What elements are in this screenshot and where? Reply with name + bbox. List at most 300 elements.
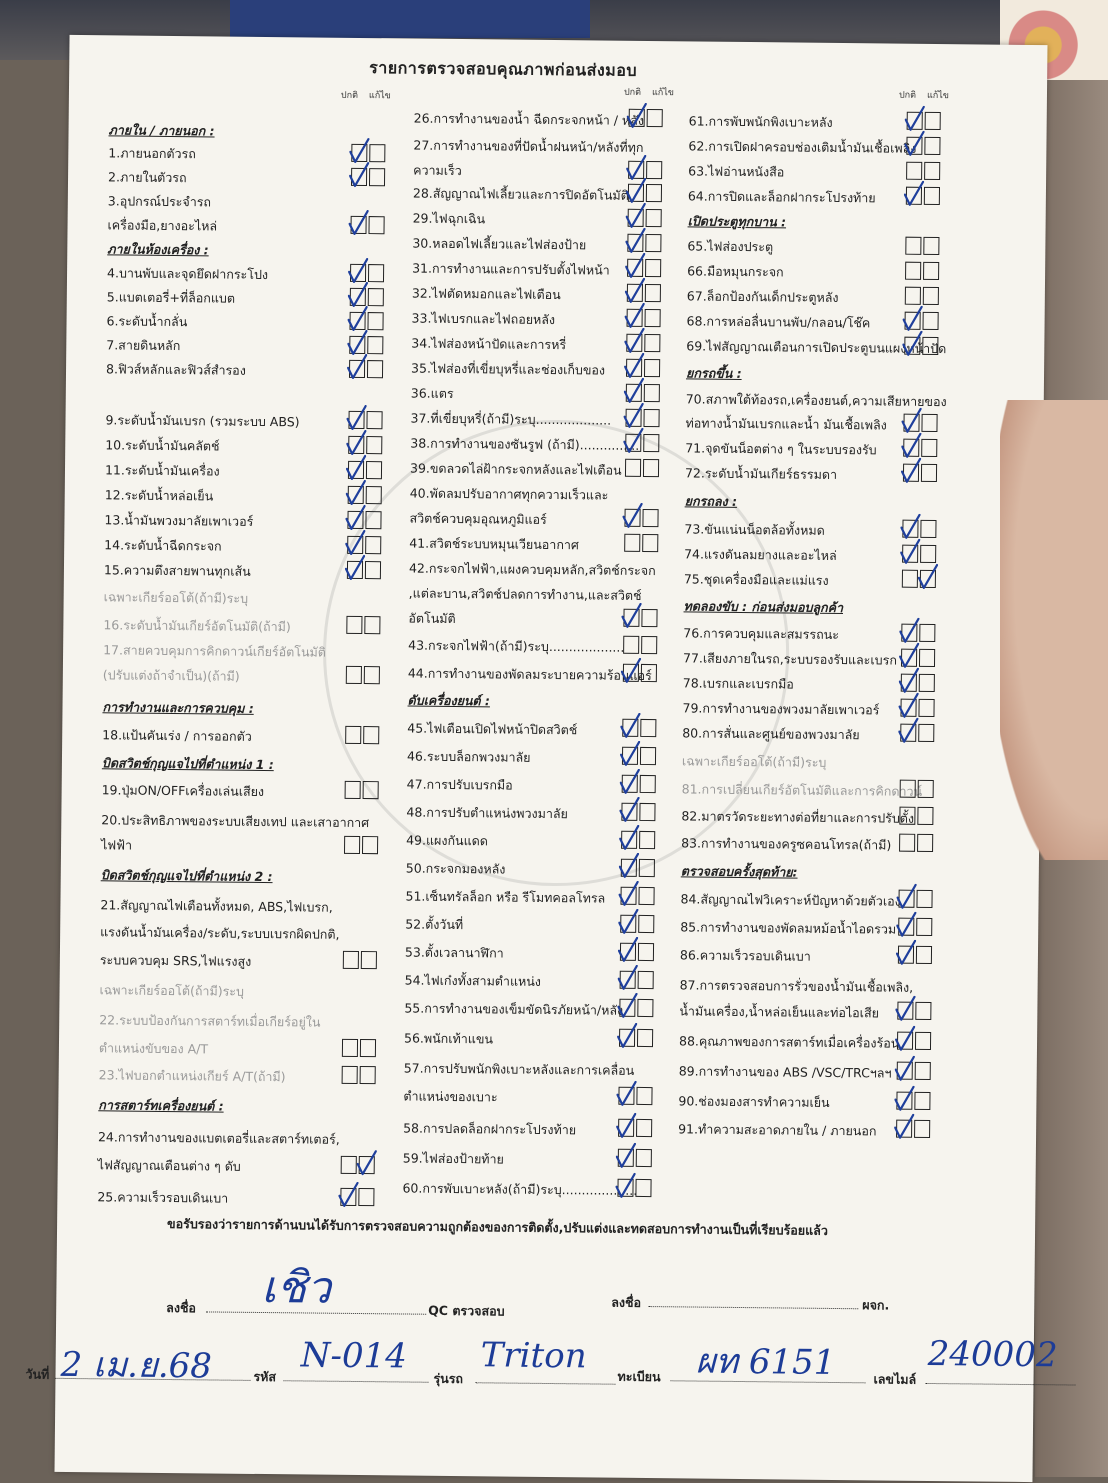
model-value: Triton <box>480 1335 587 1377</box>
checkbox-fix[interactable] <box>636 1149 652 1167</box>
checkbox-fix[interactable] <box>917 807 933 825</box>
checkbox-fix[interactable] <box>919 624 935 642</box>
checkbox-fix[interactable] <box>924 162 940 180</box>
checkbox-fix[interactable] <box>646 184 662 202</box>
code-label: รหัส <box>253 1368 277 1385</box>
checkbox-fix[interactable] <box>922 337 938 355</box>
checklist-item: 39.ขดลวดไล่ฝ้ากระจกหลังและไฟเตือน <box>409 460 622 478</box>
checkbox-normal[interactable] <box>349 336 365 354</box>
checkbox-fix[interactable] <box>638 943 654 961</box>
checkbox-normal[interactable] <box>906 162 922 180</box>
checkbox-fix[interactable] <box>642 534 658 552</box>
checklist-item: 88.คุณภาพของการสตาร์ทเมื่อเครื่องร้อน <box>678 1033 900 1051</box>
checkbox-fix[interactable] <box>924 137 940 155</box>
date-value: 2 เม.ย.68 <box>60 1344 213 1387</box>
checkbox-fix[interactable] <box>636 1119 652 1137</box>
checkbox-normal[interactable] <box>349 312 365 330</box>
checklist-item: 15.ความตึงสายพานทุกเส้น <box>103 562 251 579</box>
checkbox-normal[interactable] <box>897 1032 913 1050</box>
checkbox-fix[interactable] <box>360 1039 376 1057</box>
checkbox-fix[interactable] <box>923 287 939 305</box>
checklist-item: 83.การทำงานของครูซคอนโทรล(ถ้ามี) <box>681 835 892 853</box>
checklist-item: 54.ไฟเก๋งทั้งสามตำแหน่ง <box>404 972 542 989</box>
hand-holding-paper <box>1000 400 1108 860</box>
checkbox-fix[interactable] <box>366 461 382 479</box>
checkbox-normal[interactable] <box>347 511 363 529</box>
checklist-item: 73.ขันแน่นน็อตล้อทั้งหมด <box>684 521 825 538</box>
mileage-value: 240002 <box>927 1333 1058 1376</box>
checklist-item: 38.การทำงานของซันรูฟ (ถ้ามี)............... <box>410 435 640 453</box>
checkbox-fix[interactable] <box>637 1029 653 1047</box>
checkbox-fix[interactable] <box>639 831 655 849</box>
checkbox-fix[interactable] <box>916 890 932 908</box>
checkbox-fix[interactable] <box>640 719 656 737</box>
checklist-item: 79.การทำงานของพวงมาลัยเพาเวอร์ <box>682 700 880 718</box>
checkbox-normal[interactable] <box>620 943 636 961</box>
checkbox-fix[interactable] <box>361 951 377 969</box>
checklist-item: 52.ตั้งวันที่ <box>405 916 464 933</box>
checklist-item: 75.ชุดเครื่องมือและแม่แรง <box>683 571 829 588</box>
checklist-item: เฉพาะเกียร์ออโต้(ถ้ามี)ระบุ <box>681 753 827 770</box>
section-heading: เปิดประตูทุกบาน : <box>687 213 787 230</box>
checklist-item: 63.ไฟอ่านหนังสือ <box>688 163 785 180</box>
checkbox-fix[interactable] <box>364 666 380 684</box>
checklist-item: 16.ระดับน้ำมันเกียร์อัตโนมัติ(ถ้ามี) <box>103 617 291 635</box>
checklist-item: ตำแหน่งของเบาะ <box>403 1088 498 1105</box>
checkbox-normal[interactable] <box>628 209 644 227</box>
checkbox-normal[interactable] <box>905 312 921 330</box>
checklist-item: 28.สัญญาณไฟเลี้ยวและการปิดอัตโนมัติ <box>412 185 629 203</box>
checkbox-fix[interactable] <box>915 1062 931 1080</box>
checkbox-fix[interactable] <box>645 259 661 277</box>
checkbox-fix[interactable] <box>635 1179 651 1197</box>
checkbox-fix[interactable] <box>921 414 937 432</box>
checkbox-fix[interactable] <box>364 616 380 634</box>
checkbox-normal[interactable] <box>617 1179 633 1197</box>
checklist-item: 36.แตร <box>410 385 454 401</box>
checkbox-fix[interactable] <box>644 334 660 352</box>
code-value: N-014 <box>300 1335 408 1377</box>
checklist-item: เครื่องมือ,ยางอะไหล่ <box>107 217 218 234</box>
checklist-item: 84.สัญญาณไฟวิเคราะห์ปัญหาด้วยตัวเอง <box>680 891 901 909</box>
checklist-item: 27.การทำงานของที่ปัดน้ำฝนหน้า/หลังที่ทุก <box>413 137 644 155</box>
col1-header-fix: แก้ไข <box>368 91 391 102</box>
checkbox-fix[interactable] <box>645 234 661 252</box>
checkbox-normal[interactable] <box>618 1087 634 1105</box>
checklist-item: 8.ฟิวส์หลักและฟิวส์สำรอง <box>105 361 246 378</box>
checkbox-normal[interactable] <box>897 1002 913 1020</box>
checkbox-fix[interactable] <box>367 336 383 354</box>
checkbox-normal[interactable] <box>349 360 365 378</box>
section-heading: การทำงานและการควบคุม : <box>102 699 254 716</box>
checkbox-normal[interactable] <box>623 664 639 682</box>
checklist-item: ความเร็ว <box>413 162 462 179</box>
checklist-item: 68.การหล่อลื่นบานพับ/กลอน/โช๊ค <box>686 313 871 331</box>
checkbox-normal[interactable] <box>342 1066 358 1084</box>
checkbox-fix[interactable] <box>368 216 384 234</box>
checkbox-normal[interactable] <box>620 887 636 905</box>
checklist-item: 21.สัญญาณไฟเตือนทั้งหมด, ABS,ไฟเบรก, <box>100 897 333 915</box>
checkbox-fix[interactable] <box>924 187 940 205</box>
checkbox-fix[interactable] <box>915 1032 931 1050</box>
checkbox-fix[interactable] <box>367 312 383 330</box>
checkbox-normal[interactable] <box>905 287 921 305</box>
checkbox-normal[interactable] <box>626 334 642 352</box>
checkbox-fix[interactable] <box>638 971 654 989</box>
checkbox-fix[interactable] <box>366 436 382 454</box>
checkbox-normal[interactable] <box>897 1062 913 1080</box>
checkbox-fix[interactable] <box>362 836 378 854</box>
checkbox-normal[interactable] <box>901 649 917 667</box>
checklist-item: 89.การทำงานของ ABS /VSC/TRCฯลฯ <box>678 1063 892 1081</box>
checkbox-normal[interactable] <box>340 1188 356 1206</box>
checkbox-fix[interactable] <box>920 570 936 588</box>
checkbox-normal[interactable] <box>348 436 364 454</box>
checkbox-normal[interactable] <box>901 674 917 692</box>
checkbox-normal[interactable] <box>348 411 364 429</box>
checkbox-normal[interactable] <box>621 831 637 849</box>
checklist-item: 9.ระดับน้ำมันเบรก (รวมระบบ ABS) <box>105 412 300 430</box>
checkbox-normal[interactable] <box>342 1039 358 1057</box>
checklist-item: 18.แป้นคันเร่ง / การออกตัว <box>102 727 252 744</box>
checkbox-normal[interactable] <box>627 259 643 277</box>
checklist-item: 69.ไฟสัญญาณเตือนการเปิดประตูบนแผงหน้าปัด <box>686 338 947 357</box>
checklist-item: 34.ไฟส่องหน้าปัดและการหรี่ <box>411 335 567 353</box>
checkbox-normal[interactable] <box>900 780 916 798</box>
checkbox-fix[interactable] <box>919 674 935 692</box>
checklist-item: 2.ภายในตัวรถ <box>107 169 187 186</box>
checkbox-normal[interactable] <box>900 699 916 717</box>
checkbox-normal[interactable] <box>898 890 914 908</box>
checkbox-normal[interactable] <box>350 216 366 234</box>
checkbox-normal[interactable] <box>350 288 366 306</box>
checkbox-fix[interactable] <box>918 699 934 717</box>
checkbox-normal[interactable] <box>628 161 644 179</box>
checklist-item: 64.การปิดและล็อกฝากระโปรงท้าย <box>687 188 876 206</box>
checkbox-normal[interactable] <box>341 1156 357 1174</box>
checklist-item: 14.ระดับน้ำฉีดกระจก <box>104 537 222 554</box>
checklist-item: 70.สภาพใต้ท้องรถ,เครื่องยนต์,ความเสียหายของ <box>685 391 947 410</box>
checklist-item: ระบบควบคุม SRS,ไฟแรงสูง <box>99 952 252 969</box>
checkbox-fix[interactable] <box>647 109 663 127</box>
checkbox-normal[interactable] <box>620 915 636 933</box>
checklist-item: 41.สวิตช์ระบบหมุนเวียนอากาศ <box>409 535 579 553</box>
checkbox-normal[interactable] <box>351 144 367 162</box>
checkbox-normal[interactable] <box>346 616 362 634</box>
checkbox-normal[interactable] <box>898 918 914 936</box>
checklist-item: 11.ระดับน้ำมันเครื่อง <box>104 462 220 479</box>
checkbox-fix[interactable] <box>920 545 936 563</box>
checkbox-normal[interactable] <box>624 534 640 552</box>
checklist-item: ไฟฟ้า <box>100 837 133 853</box>
checklist-item: 91.ทำความสะอาดภายใน / ภายนอก <box>678 1121 877 1139</box>
checklist-item: 13.น้ำมันพวงมาลัยเพาเวอร์ <box>104 512 254 529</box>
checklist-item: 4.บานพับและจุดยึดฝากระโปง <box>106 265 269 283</box>
checkbox-fix[interactable] <box>359 1156 375 1174</box>
checkbox-normal[interactable] <box>347 561 363 579</box>
checklist-item: 77.เสียงภายในรถ,ระบบรองรับและเบรก <box>682 650 898 668</box>
checkbox-normal[interactable] <box>618 1119 634 1137</box>
section-heading: การสตาร์ทเครื่องยนต์ : <box>98 1097 224 1114</box>
checklist-item: 51.เซ็นทรัลล็อก หรือ รีโมทคอลโทรล <box>405 888 606 906</box>
checklist-item: 17.สายควบคุมการคิกดาวน์เกียร์อัตโนมัติ <box>103 642 327 660</box>
checklist-item: 50.กระจกมองหลัง <box>405 860 506 877</box>
col3-header-normal: ปกติ <box>898 90 917 101</box>
checkbox-fix[interactable] <box>643 459 659 477</box>
checklist-item: 78.เบรกและเบรกมือ <box>682 675 794 692</box>
checkbox-normal[interactable] <box>899 834 915 852</box>
checkbox-fix[interactable] <box>638 915 654 933</box>
checkbox-fix[interactable] <box>642 509 658 527</box>
checklist-item: 5.แบตเตอรี่+ที่ล็อกแบต <box>106 289 236 306</box>
checklist-item: (ปรับแต่งถ้าจำเป็น)(ถ้ามี) <box>102 667 240 684</box>
checklist-item: 61.การพับพนักพิงเบาะหลัง <box>688 113 833 130</box>
checkbox-fix[interactable] <box>923 262 939 280</box>
checkbox-fix[interactable] <box>921 464 937 482</box>
checkbox-fix[interactable] <box>914 1120 930 1138</box>
checkbox-normal[interactable] <box>627 234 643 252</box>
checkbox-fix[interactable] <box>365 561 381 579</box>
checkbox-normal[interactable] <box>627 284 643 302</box>
checklist-item: 43.กระจกไฟฟ้า(ถ้ามี)ระบุ................... <box>408 637 625 655</box>
checklist-item: 1.ภายนอกตัวรถ <box>108 145 196 162</box>
checkbox-normal[interactable] <box>902 570 918 588</box>
sign-role-manager: ผจก. <box>862 1297 890 1313</box>
checklist-item: 32.ไฟตัดหมอกและไฟเตือน <box>411 285 561 303</box>
checklist-item: เฉพาะเกียร์ออโต้(ถ้ามี)ระบุ <box>103 589 249 606</box>
checkbox-normal[interactable] <box>903 464 919 482</box>
checkbox-normal[interactable] <box>624 509 640 527</box>
checkbox-normal[interactable] <box>622 719 638 737</box>
plate-label: ทะเบียน <box>617 1368 661 1385</box>
checkbox-normal[interactable] <box>345 726 361 744</box>
checklist-item: 57.การปรับพนักพิงเบาะหลังและการเคลื่อน <box>403 1060 635 1078</box>
checkbox-fix[interactable] <box>369 144 385 162</box>
checkbox-fix[interactable] <box>368 264 384 282</box>
checklist-item: 42.กระจกไฟฟ้า,แผงควบคุมหลัก,สวิตช์กระจก <box>408 560 656 579</box>
checkbox-normal[interactable] <box>628 184 644 202</box>
checkbox-fix[interactable] <box>646 209 662 227</box>
checkbox-fix[interactable] <box>366 411 382 429</box>
certification-statement: ขอรับรองว่ารายการด้านบนได้รับการตรวจสอบความถูกต้องของการติดตั้ง,ปรับแต่งและทดสอบการทำงานเป็นที่เรียบร้อยแล้ว <box>167 1216 828 1238</box>
checkbox-fix[interactable] <box>921 439 937 457</box>
section-heading: ภายในห้องเครื่อง : <box>107 241 209 258</box>
section-heading: ยกรถลง : <box>684 493 738 509</box>
checkbox-fix[interactable] <box>365 536 381 554</box>
checkbox-fix[interactable] <box>644 384 660 402</box>
checklist-item: ตำแหน่งขับของ A/T <box>98 1040 209 1057</box>
checkbox-fix[interactable] <box>916 946 932 964</box>
checklist-item: 7.สายดินหลัก <box>106 337 181 354</box>
checklist-item: 76.การควบคุมและสมรรถนะ <box>683 625 840 643</box>
checkbox-fix[interactable] <box>637 999 653 1017</box>
checklist-item: 33.ไฟเบรกและไฟถอยหลัง <box>411 310 556 328</box>
checkbox-normal[interactable] <box>620 971 636 989</box>
checkbox-fix[interactable] <box>643 409 659 427</box>
checkbox-fix[interactable] <box>919 649 935 667</box>
checkbox-fix[interactable] <box>643 434 659 452</box>
checklist-item: 37.ที่เขี่ยบุหรี่(ถ้ามี)ระบุ................... <box>410 410 612 428</box>
checklist-item: 81.การเปลี่ยนเกียร์อัตโนมัติและการคิกดาวน์ <box>681 781 923 799</box>
checkbox-fix[interactable] <box>368 288 384 306</box>
checklist-item: 35.ไฟส่องที่เขี่ยบุหรี่และช่องเก็บของ <box>411 360 606 378</box>
checkbox-fix[interactable] <box>641 609 657 627</box>
checkbox-normal[interactable] <box>896 1120 912 1138</box>
checkbox-normal[interactable] <box>344 836 360 854</box>
checkbox-normal[interactable] <box>626 384 642 402</box>
checklist-item: 53.ตั้งเวลานาฬิกา <box>404 944 504 961</box>
checkbox-normal[interactable] <box>351 168 367 186</box>
checkbox-normal[interactable] <box>626 359 642 377</box>
checkbox-normal[interactable] <box>899 807 915 825</box>
checkbox-fix[interactable] <box>358 1188 374 1206</box>
checkbox-normal[interactable] <box>623 609 639 627</box>
section-heading: บิดสวิตช์กุญแจไปที่ตำแหน่ง 1 : <box>101 755 274 773</box>
checkbox-fix[interactable] <box>640 775 656 793</box>
checkbox-fix[interactable] <box>636 1087 652 1105</box>
checklist-item: 6.ระดับน้ำกลั่น <box>106 313 188 330</box>
sign-line-manager[interactable] <box>648 1306 858 1309</box>
section-heading: ทดลองขับ : ก่อนส่งมอบลูกค้า <box>683 598 844 616</box>
checkbox-fix[interactable] <box>918 724 934 742</box>
checklist-item: 22.ระบบป้องกันการสตาร์ทเมื่อเกียร์อยู่ใน <box>99 1012 321 1030</box>
checklist-item: 26.การทำงานของน้ำ ฉีดกระจกหน้า / หลัง <box>413 110 645 128</box>
checkbox-normal[interactable] <box>622 747 638 765</box>
checkbox-normal[interactable] <box>625 409 641 427</box>
checklist-paper <box>25 35 1058 1482</box>
checklist-item: 44.การทำงานของพัดลมระบายความร้อนแอร์ <box>407 665 652 684</box>
checkbox-fix[interactable] <box>365 511 381 529</box>
checkbox-normal[interactable] <box>898 946 914 964</box>
checkbox-fix[interactable] <box>639 859 655 877</box>
checkbox-fix[interactable] <box>918 780 934 798</box>
checkbox-normal[interactable] <box>345 781 361 799</box>
checkbox-normal[interactable] <box>350 264 366 282</box>
checklist-item: เฉพาะเกียร์ออโต้(ถ้ามี)ระบุ <box>99 982 245 999</box>
checkbox-normal[interactable] <box>621 803 637 821</box>
background-blue-object <box>230 0 590 38</box>
checkbox-fix[interactable] <box>638 887 654 905</box>
checklist-item: 55.การทำงานของเข็มขัดนิรภัยหน้า/หลัง <box>404 1000 624 1018</box>
checkbox-normal[interactable] <box>619 1029 635 1047</box>
checklist-item: 56.พนักเท้าแขน <box>403 1030 494 1047</box>
checklist-item: สวิตช์ควบคุมอุณหภูมิแอร์ <box>409 510 547 527</box>
sign-label-qc: ลงชื่อ <box>166 1300 197 1316</box>
col3-header-fix: แก้ไข <box>926 90 949 102</box>
checklist-item: 60.การพับเบาะหลัง(ถ้ามี)ระบุ................... <box>402 1180 638 1198</box>
col2-header-fix: แก้ไข <box>651 88 674 99</box>
checkbox-normal[interactable] <box>903 414 919 432</box>
checkbox-fix[interactable] <box>641 664 657 682</box>
checklist-item: 85.การทำงานของพัดลมหม้อน้ำไอดรวม <box>680 919 897 937</box>
checkbox-normal[interactable] <box>347 536 363 554</box>
checklist-item: 82.มาตรวัดระยะทางต่อที่ยาและการปรับตั้ง <box>681 808 915 826</box>
section-heading: บิดสวิตช์กุญแจไปที่ตำแหน่ง 2 : <box>100 867 273 885</box>
checkbox-fix[interactable] <box>923 312 939 330</box>
checkbox-fix[interactable] <box>360 1066 376 1084</box>
checkbox-normal[interactable] <box>619 999 635 1017</box>
checkbox-normal[interactable] <box>348 461 364 479</box>
checkbox-normal[interactable] <box>625 459 641 477</box>
checkbox-normal[interactable] <box>346 666 362 684</box>
page-title: รายการตรวจสอบคุณภาพก่อนส่งมอบ <box>369 58 638 80</box>
checkbox-normal[interactable] <box>900 724 916 742</box>
checkbox-fix[interactable] <box>925 112 941 130</box>
checkbox-normal[interactable] <box>905 262 921 280</box>
checkbox-fix[interactable] <box>363 781 379 799</box>
checkbox-fix[interactable] <box>369 168 385 186</box>
checkbox-normal[interactable] <box>905 237 921 255</box>
section-heading: ยกรถขึ้น : <box>685 365 742 381</box>
checklist-item: 86.ความเร็วรอบเดินเบา <box>679 947 811 964</box>
checkbox-fix[interactable] <box>914 1092 930 1110</box>
checkbox-normal[interactable] <box>907 112 923 130</box>
checkbox-fix[interactable] <box>645 284 661 302</box>
sign-role-qc: QC ตรวจสอบ <box>428 1302 505 1319</box>
checkbox-fix[interactable] <box>644 359 660 377</box>
checklist-item: ไฟสัญญาณเตือนต่าง ๆ ดับ <box>97 1157 241 1174</box>
checklist-item: 65.ไฟส่องประตู <box>687 238 774 255</box>
checkbox-fix[interactable] <box>916 918 932 936</box>
checkbox-normal[interactable] <box>348 486 364 504</box>
checklist-item: 58.การปลดล็อกฝากระโปรงท้าย <box>403 1120 577 1138</box>
checklist-item: 87.การตรวจสอบการรั่วของน้ำมันเชื้อเพลิง, <box>679 977 914 995</box>
checkbox-normal[interactable] <box>906 137 922 155</box>
checklist-item: 12.ระดับน้ำหล่อเย็น <box>104 487 214 504</box>
checklist-item: 31.การทำงานและการปรับตั้งไฟหน้า <box>412 260 610 278</box>
checkbox-normal[interactable] <box>904 337 920 355</box>
checklist-item: 3.อุปกรณ์ประจำรถ <box>107 193 212 210</box>
checkbox-fix[interactable] <box>363 726 379 744</box>
checklist-item: 23.ไฟบอกตำแหน่งเกียร์ A/T(ถ้ามี) <box>98 1067 286 1085</box>
checkbox-fix[interactable] <box>645 309 661 327</box>
checkbox-normal[interactable] <box>901 624 917 642</box>
checkbox-normal[interactable] <box>627 309 643 327</box>
checkbox-normal[interactable] <box>625 434 641 452</box>
checkbox-fix[interactable] <box>917 834 933 852</box>
checkbox-normal[interactable] <box>623 636 639 654</box>
checkbox-fix[interactable] <box>639 803 655 821</box>
checklist-item: 72.ระดับน้ำมันเกียร์ธรรมดา <box>684 465 838 482</box>
checklist-item: 49.แผงกันแดด <box>406 832 488 849</box>
checklist-item: 80.การสั่นและศูนย์ของพวงมาลัย <box>682 725 860 743</box>
col1-header-normal: ปกติ <box>340 90 358 101</box>
checkbox-normal[interactable] <box>902 520 918 538</box>
checkbox-normal[interactable] <box>896 1092 912 1110</box>
checkbox-normal[interactable] <box>906 187 922 205</box>
checkbox-normal[interactable] <box>629 109 645 127</box>
checkbox-normal[interactable] <box>903 439 919 457</box>
checkbox-fix[interactable] <box>646 161 662 179</box>
checkbox-fix[interactable] <box>640 747 656 765</box>
checkbox-fix[interactable] <box>920 520 936 538</box>
checkbox-normal[interactable] <box>621 859 637 877</box>
col2-header-normal: ปกติ <box>623 87 642 98</box>
checklist-item: 67.ล็อกป้องกันเด็กประตูหลัง <box>686 288 839 305</box>
checkbox-normal[interactable] <box>622 775 638 793</box>
checkbox-normal[interactable] <box>343 951 359 969</box>
checkbox-fix[interactable] <box>923 237 939 255</box>
checkbox-normal[interactable] <box>902 545 918 563</box>
section-heading: ภายใน / ภายนอก : <box>108 122 215 139</box>
checkbox-fix[interactable] <box>367 360 383 378</box>
checkbox-fix[interactable] <box>641 636 657 654</box>
checklist-item: อัตโนมัติ <box>408 610 456 626</box>
checklist-item: 19.ปุ่มON/OFFเครื่องเล่นเสียง <box>101 782 265 799</box>
checkbox-fix[interactable] <box>366 486 382 504</box>
checkbox-fix[interactable] <box>915 1002 931 1020</box>
checkbox-normal[interactable] <box>618 1149 634 1167</box>
